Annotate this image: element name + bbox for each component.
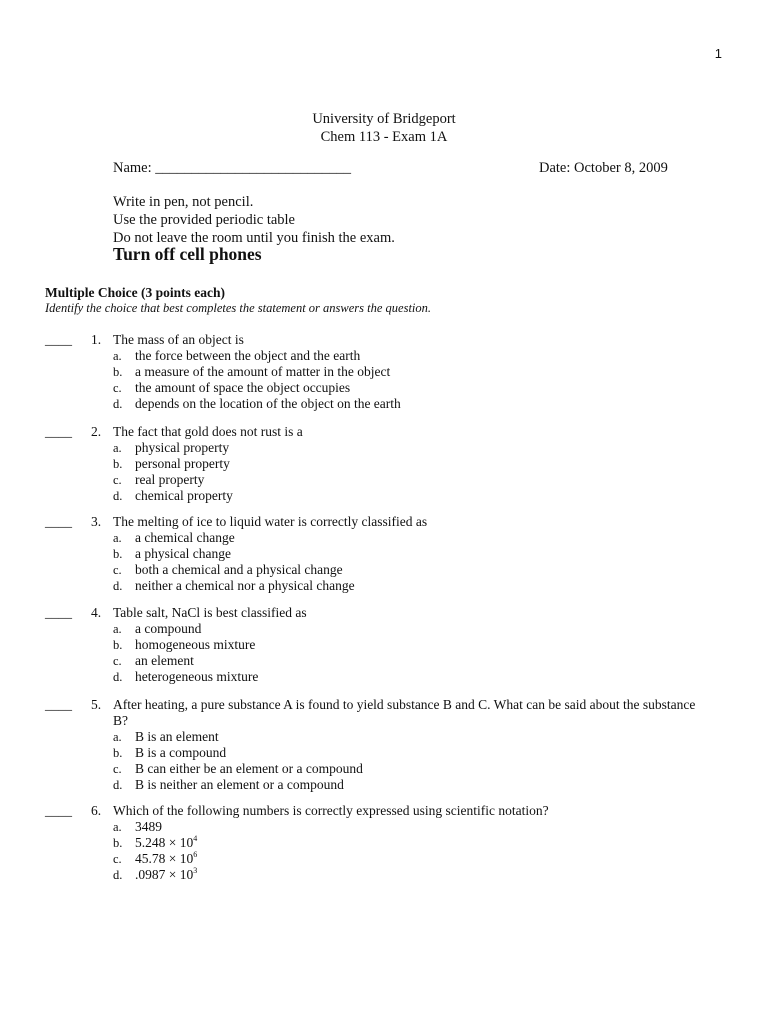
option-letter: d.	[113, 579, 123, 593]
option-text: a chemical change	[135, 530, 235, 545]
option-a	[0, 348, 768, 364]
option-text: B is an element	[135, 729, 219, 744]
cell-phone-warning: Turn off cell phones	[113, 244, 262, 264]
mantissa: 45.78 × 10	[135, 851, 194, 866]
question-text: After heating, a pure substance A is found to yield substance B and C. What can be said about the substance	[113, 697, 696, 712]
section-subtitle: Identify the choice that best completes the statement or answers the question.	[45, 301, 432, 315]
question-text-continued: B?	[113, 713, 128, 728]
option-letter: a.	[113, 441, 122, 455]
option-text: personal property	[135, 456, 230, 471]
page-number: 1	[714, 46, 722, 61]
option-letter: c.	[113, 654, 122, 668]
question-number: 6.	[91, 803, 102, 818]
answer-blank: ____	[45, 605, 72, 620]
option-b	[0, 546, 768, 562]
exam-header	[0, 110, 768, 146]
option-b	[0, 835, 768, 851]
option-c	[0, 761, 768, 777]
question-text: The fact that gold does not rust is a	[113, 424, 303, 439]
option-text: chemical property	[135, 488, 233, 503]
question-1	[0, 332, 768, 412]
option-text: B is neither an element or a compound	[135, 777, 344, 792]
answer-blank: ____	[45, 424, 72, 439]
mantissa: 5.248 × 10	[135, 835, 194, 850]
question-3	[0, 514, 768, 594]
answer-blank: ____	[45, 514, 72, 529]
option-d	[0, 578, 768, 594]
question-5	[0, 697, 768, 793]
course-title: Chem 113 - Exam 1A	[320, 129, 448, 145]
option-d	[0, 396, 768, 412]
option-b	[0, 364, 768, 380]
option-letter: b.	[113, 457, 123, 471]
option-b	[0, 745, 768, 761]
question-text: The melting of ice to liquid water is correctly classified as	[113, 514, 428, 529]
exponent: 6	[193, 850, 198, 859]
question-4	[0, 605, 768, 685]
question-2	[0, 424, 768, 504]
option-letter: c.	[113, 381, 122, 395]
option-text	[135, 867, 197, 883]
option-d	[0, 669, 768, 685]
name-field: Name: ___________________________	[113, 160, 352, 176]
question-number: 3.	[91, 514, 102, 529]
option-letter: c.	[113, 473, 122, 487]
mantissa: .0987 × 10	[135, 867, 194, 882]
exam-date: Date: October 8, 2009	[539, 160, 668, 176]
instruction-pen: Write in pen, not pencil.	[113, 194, 254, 210]
answer-blank: ____	[45, 697, 72, 712]
instructions	[113, 193, 395, 247]
option-letter: d.	[113, 489, 123, 503]
option-letter: d.	[113, 778, 123, 792]
option-text	[135, 851, 197, 867]
option-letter: c.	[113, 852, 122, 866]
option-text	[135, 835, 197, 851]
option-b	[0, 456, 768, 472]
option-text: a measure of the amount of matter in the object	[135, 364, 391, 379]
option-letter: b.	[113, 547, 123, 561]
option-d	[0, 777, 768, 793]
university-name: University of Bridgeport	[312, 111, 456, 127]
answer-blank: ____	[45, 803, 72, 818]
question-number: 4.	[91, 605, 102, 620]
option-c	[0, 562, 768, 578]
option-text: 3489	[135, 819, 162, 834]
answer-blank: ____	[45, 332, 72, 347]
option-a	[0, 621, 768, 637]
option-letter: c.	[113, 563, 122, 577]
option-letter: a.	[113, 730, 122, 744]
option-text: heterogeneous mixture	[135, 669, 259, 684]
question-text: The mass of an object is	[113, 332, 244, 347]
option-letter: d.	[113, 397, 123, 411]
option-text: depends on the location of the object on the earth	[135, 396, 401, 411]
option-text: an element	[135, 653, 194, 668]
option-a	[0, 530, 768, 546]
option-d	[0, 488, 768, 504]
option-letter: a.	[113, 349, 122, 363]
option-letter: d.	[113, 670, 123, 684]
option-c	[0, 851, 768, 867]
question-number: 1.	[91, 332, 102, 347]
exponent: 3	[193, 866, 198, 875]
option-letter: d.	[113, 868, 123, 882]
option-letter: b.	[113, 365, 123, 379]
option-c	[0, 380, 768, 396]
section-title: Multiple Choice (3 points each)	[45, 285, 225, 300]
option-text: a compound	[135, 621, 202, 636]
question-number: 5.	[91, 697, 102, 712]
question-6	[0, 803, 768, 883]
question-text: Table salt, NaCl is best classified as	[113, 605, 307, 620]
option-letter: b.	[113, 746, 123, 760]
option-a	[0, 729, 768, 745]
option-text: physical property	[135, 440, 230, 455]
option-letter: b.	[113, 836, 123, 850]
instruction-stay: Do not leave the room until you finish the exam.	[113, 230, 395, 246]
option-letter: b.	[113, 638, 123, 652]
option-a	[0, 440, 768, 456]
question-text: Which of the following numbers is correctly expressed using scientific notation?	[113, 803, 549, 818]
option-letter: a.	[113, 820, 122, 834]
option-text: neither a chemical nor a physical change	[135, 578, 355, 593]
option-a	[0, 819, 768, 835]
option-text: homogeneous mixture	[135, 637, 256, 652]
option-text: both a chemical and a physical change	[135, 562, 343, 577]
option-text: a physical change	[135, 546, 231, 561]
option-text: B is a compound	[135, 745, 227, 760]
option-c	[0, 472, 768, 488]
option-text: the amount of space the object occupies	[135, 380, 351, 395]
option-letter: a.	[113, 622, 122, 636]
option-d	[0, 867, 768, 883]
option-letter: a.	[113, 531, 122, 545]
option-text: B can either be an element or a compound	[135, 761, 363, 776]
question-number: 2.	[91, 424, 102, 439]
option-text: real property	[135, 472, 205, 487]
option-text: the force between the object and the earth	[135, 348, 361, 363]
option-c	[0, 653, 768, 669]
option-letter: c.	[113, 762, 122, 776]
instruction-periodic-table: Use the provided periodic table	[113, 212, 295, 228]
exponent: 4	[193, 834, 198, 843]
option-b	[0, 637, 768, 653]
